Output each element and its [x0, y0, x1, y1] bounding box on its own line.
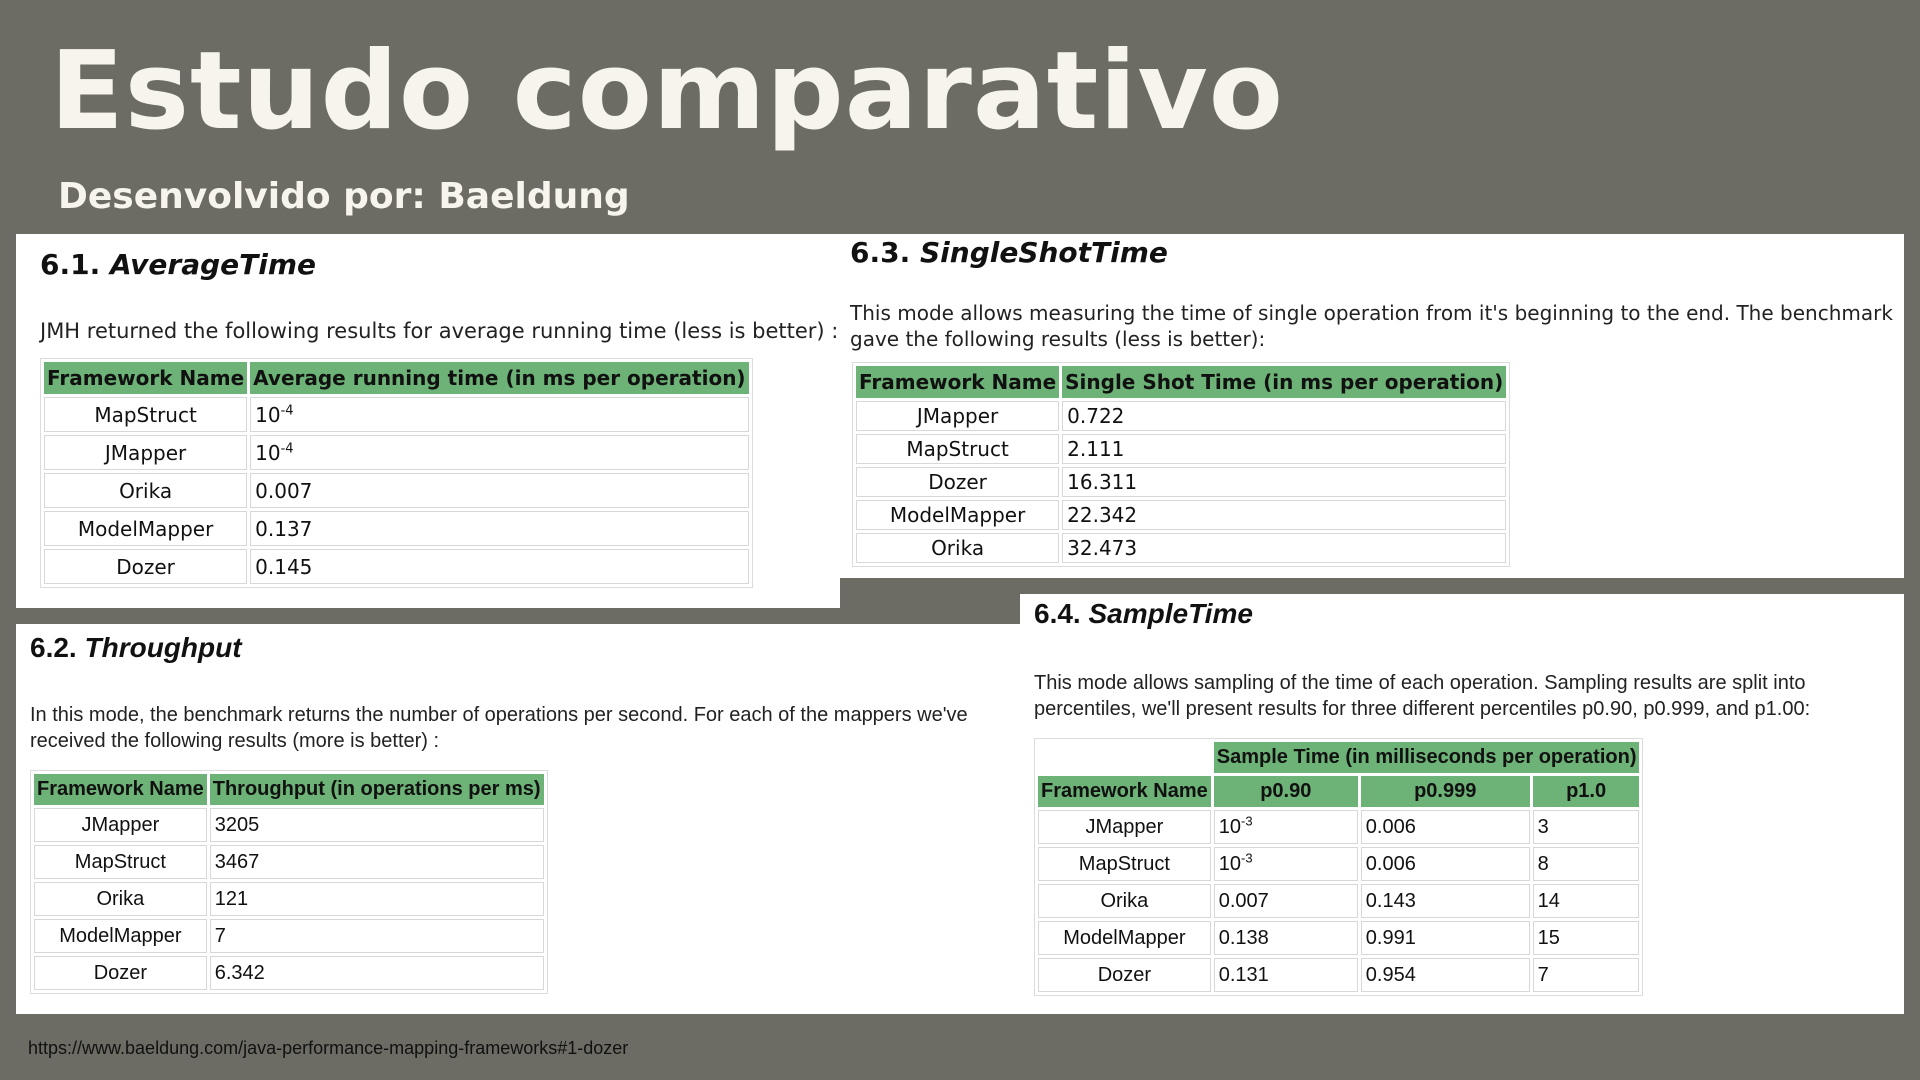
table-row: [44, 397, 749, 432]
table-row: [856, 533, 1506, 563]
p10-cell: 15: [1533, 921, 1640, 955]
value-cell: 6.342: [210, 956, 544, 990]
framework-cell: Dozer: [44, 549, 247, 584]
column-header: p0.90: [1214, 776, 1358, 807]
table-row: [1038, 921, 1639, 955]
table-row: [34, 882, 544, 916]
p10-cell: 7: [1533, 958, 1640, 992]
p10-cell: 3: [1533, 810, 1640, 844]
value-cell: 2.111: [1062, 434, 1506, 464]
framework-cell: Dozer: [1038, 958, 1211, 992]
sample-time-panel: [1020, 594, 1904, 1014]
value-cell: 22.342: [1062, 500, 1506, 530]
cell-exponent: -3: [1241, 812, 1253, 828]
cell-value: 0.145: [255, 554, 313, 579]
table-row: [44, 511, 749, 546]
value-cell: [250, 397, 748, 432]
framework-cell: ModelMapper: [44, 511, 247, 546]
framework-cell: Orika: [44, 473, 247, 508]
cell-value: 10: [1218, 852, 1241, 875]
p10-cell: 8: [1533, 847, 1640, 881]
sample-time-description: This mode allows sampling of the time of each operation. Sampling results are split into percentiles, we'll present results for three different percentiles p0.90, p0.999, and p1.00:: [1034, 672, 1811, 720]
value-cell: 32.473: [1062, 533, 1506, 563]
table-row: [1038, 884, 1639, 918]
value-cell: 121: [210, 882, 544, 916]
page-title: Estudo comparativo: [50, 29, 1285, 154]
average-time-panel: [16, 234, 840, 608]
average-time-description: JMH returned the following results for average running time (less is better) :: [40, 319, 839, 343]
cell-value: 0.138: [1218, 926, 1269, 949]
framework-cell: MapStruct: [856, 434, 1059, 464]
p0999-cell: 0.143: [1361, 884, 1530, 918]
p090-cell: [1214, 810, 1358, 844]
column-header: Single Shot Time (in ms per operation): [1062, 366, 1506, 398]
single-shot-heading: 6.3. SingleShotTime: [850, 236, 1168, 269]
framework-cell: Dozer: [856, 467, 1059, 497]
value-cell: [250, 511, 748, 546]
column-header: p1.0: [1533, 776, 1640, 807]
p090-cell: [1214, 847, 1358, 881]
p0999-cell: 0.954: [1361, 958, 1530, 992]
framework-cell: Dozer: [34, 956, 207, 990]
value-cell: 3467: [210, 845, 544, 879]
table-row: [856, 434, 1506, 464]
single-shot-panel: [840, 234, 1904, 578]
column-header: Framework Name: [856, 366, 1059, 398]
source-url: https://www.baeldung.com/java-performance-mapping-frameworks#1-dozer: [28, 1038, 629, 1058]
framework-cell: MapStruct: [34, 845, 207, 879]
value-cell: 3205: [210, 808, 544, 842]
cell-value: 10: [1218, 815, 1241, 838]
framework-cell: ModelMapper: [1038, 921, 1211, 955]
column-header: Average running time (in ms per operation): [250, 362, 748, 394]
table-row: [856, 467, 1506, 497]
column-header: p0.999: [1361, 776, 1530, 807]
throughput-heading: 6.2. Throughput: [30, 632, 242, 663]
page-subtitle: Desenvolvido por: Baeldung: [58, 176, 630, 217]
table-row: [44, 473, 749, 508]
cell-value: 0.007: [1218, 889, 1269, 912]
table-row: [44, 549, 749, 584]
cell-value: 0.131: [1218, 963, 1269, 986]
cell-exponent: -4: [280, 440, 294, 456]
table-row: [856, 500, 1506, 530]
table-row: [1038, 810, 1639, 844]
value-cell: 0.722: [1062, 401, 1506, 431]
value-cell: 7: [210, 919, 544, 953]
p090-cell: [1214, 884, 1358, 918]
p10-cell: 14: [1533, 884, 1640, 918]
framework-cell: JMapper: [34, 808, 207, 842]
value-cell: 16.311: [1062, 467, 1506, 497]
group-header: Sample Time (in milliseconds per operation): [1214, 742, 1640, 773]
framework-cell: MapStruct: [1038, 847, 1211, 881]
table-row: [34, 808, 544, 842]
cell-value: 10: [255, 440, 281, 465]
framework-cell: Orika: [34, 882, 207, 916]
cell-value: 0.137: [255, 516, 313, 541]
value-cell: [250, 549, 748, 584]
table-row: [34, 919, 544, 953]
sample-time-table: [1034, 738, 1643, 996]
cell-exponent: -4: [280, 402, 294, 418]
framework-cell: Orika: [1038, 884, 1211, 918]
throughput-description: In this mode, the benchmark returns the number of operations per second. For each of the mappers we've received the following results (more is better) :: [30, 704, 968, 752]
framework-cell: ModelMapper: [34, 919, 207, 953]
average-time-table: [40, 358, 753, 588]
sample-time-heading: 6.4. SampleTime: [1034, 598, 1253, 629]
framework-cell: MapStruct: [44, 397, 247, 432]
average-time-heading: 6.1. AverageTime: [40, 248, 316, 281]
table-row: [856, 401, 1506, 431]
framework-cell: ModelMapper: [856, 500, 1059, 530]
table-row: [1038, 958, 1639, 992]
throughput-panel: [16, 624, 1024, 1014]
framework-cell: JMapper: [44, 435, 247, 470]
table-row: [34, 956, 544, 990]
single-shot-table: [852, 362, 1510, 567]
value-cell: [250, 435, 748, 470]
column-header: Framework Name: [34, 774, 207, 805]
cell-value: 0.007: [255, 478, 313, 503]
table-row: [34, 845, 544, 879]
value-cell: [250, 473, 748, 508]
framework-cell: JMapper: [856, 401, 1059, 431]
p0999-cell: 0.991: [1361, 921, 1530, 955]
single-shot-description: This mode allows measuring the time of single operation from it's beginning to the end. The benchmark gave the following results (less is better):: [850, 301, 1893, 351]
table-row: [1038, 847, 1639, 881]
framework-cell: Orika: [856, 533, 1059, 563]
column-header: Framework Name: [44, 362, 247, 394]
p0999-cell: 0.006: [1361, 847, 1530, 881]
column-header: Throughput (in operations per ms): [210, 774, 544, 805]
table-row: [44, 435, 749, 470]
throughput-table: [30, 770, 548, 994]
empty-header-cell: [1038, 742, 1211, 773]
column-header: Framework Name: [1038, 776, 1211, 807]
p0999-cell: 0.006: [1361, 810, 1530, 844]
p090-cell: [1214, 958, 1358, 992]
cell-exponent: -3: [1241, 849, 1253, 865]
cell-value: 10: [255, 402, 281, 427]
p090-cell: [1214, 921, 1358, 955]
framework-cell: JMapper: [1038, 810, 1211, 844]
